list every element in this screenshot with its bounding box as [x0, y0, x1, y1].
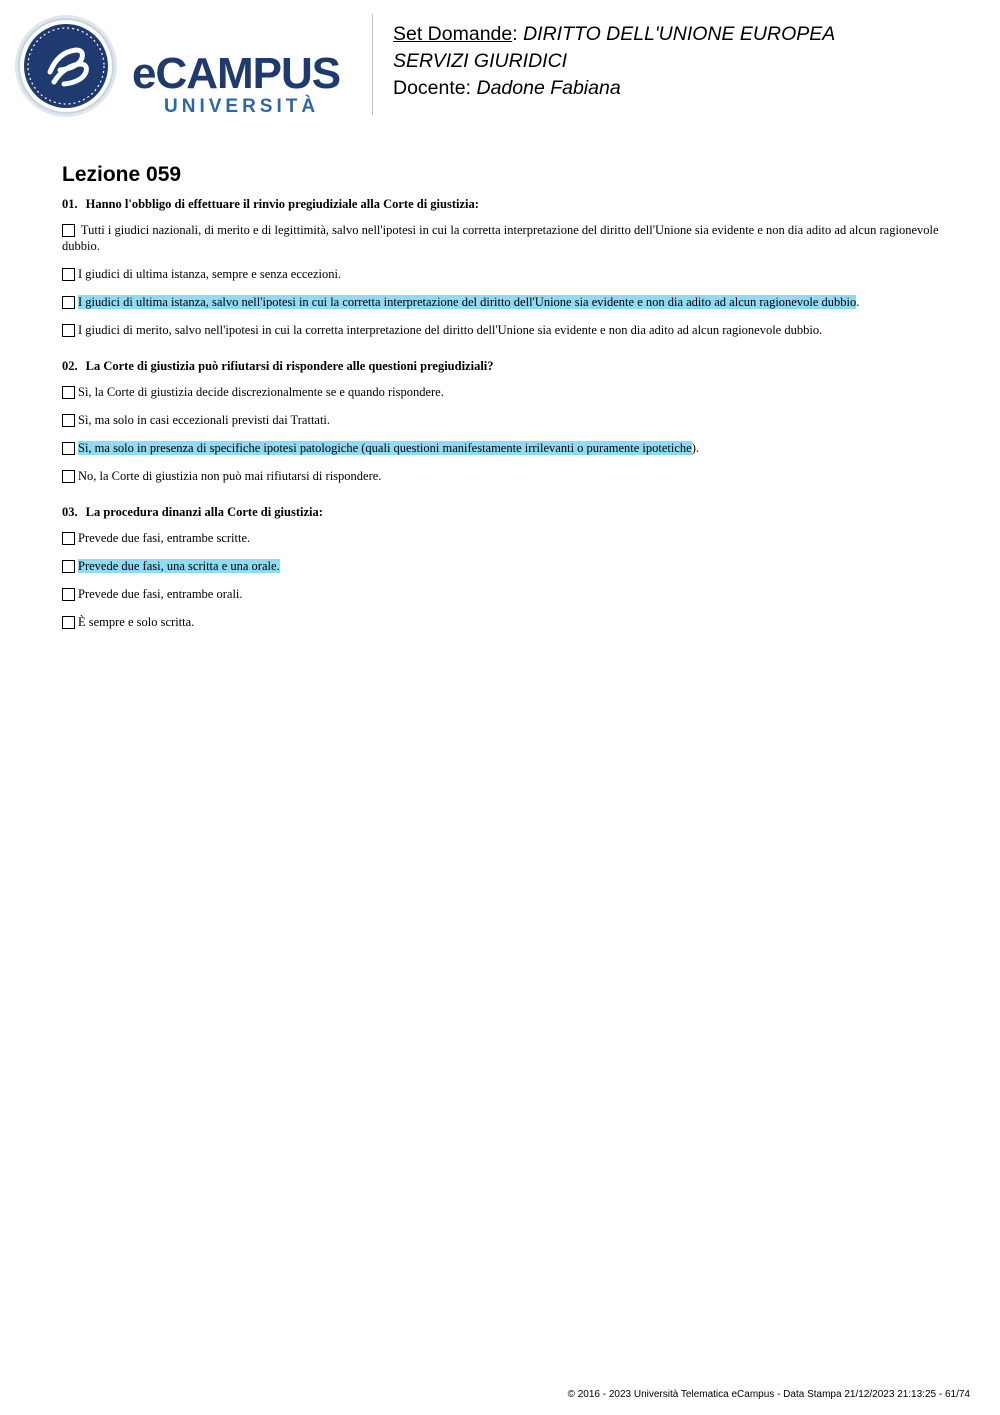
answer-checkbox[interactable]: [62, 442, 75, 455]
answer-option-correct: [62, 558, 942, 574]
ecampus-logo: [14, 14, 359, 118]
answer-text: I giudici di merito, salvo nell'ipotesi in cui la corretta interpretazione del diritto dell'Unione sia evidente e non dia adito ad alcun ragionevole dubbio.: [78, 323, 823, 337]
answer-option: [62, 530, 942, 546]
answer-text-highlighted: Sì, ma solo in presenza di specifiche ipotesi patologiche (quali questioni manifestamente irrilevanti o puramente ipotetiche: [78, 441, 692, 455]
question-text: 02. La Corte di giustizia può rifiutarsi di rispondere alle questioni pregiudiziali?: [62, 359, 494, 373]
answer-checkbox[interactable]: [62, 616, 75, 629]
answer-checkbox[interactable]: [62, 414, 75, 427]
page-footer: © 2016 - 2023 Università Telematica eCampus - Data Stampa 21/12/2023 21:13:25 - 61/74: [567, 1389, 970, 1400]
header-divider: [372, 14, 373, 115]
answer-option: [62, 586, 942, 602]
answer-text: No, la Corte di giustizia non può mai rifiutarsi di rispondere.: [78, 469, 382, 483]
answer-text-tail: ).: [691, 441, 699, 455]
answer-option: [62, 222, 942, 254]
answer-option: [62, 412, 942, 428]
course-line-2: [393, 48, 835, 75]
answer-text: È sempre e solo scritta.: [78, 615, 195, 629]
teacher-name: Dadone Fabiana: [476, 77, 621, 99]
answer-text: Prevede due fasi, entrambe scritte.: [78, 531, 251, 545]
course-subtitle: SERVIZI GIURIDICI: [393, 50, 568, 72]
answer-option: [62, 322, 942, 338]
answer-option: [62, 468, 942, 484]
course-line-1: Set Domande: DIRITTO DELL'UNIONE EUROPEA: [393, 23, 836, 45]
answer-text: Tutti i giudici nazionali, di merito e di legittimità, salvo nell'ipotesi in cui la corretta interpretazione del diritto dell'Unione sia evidente e non dia adito ad alcun ragionevole dubbio.: [62, 223, 939, 253]
answer-checkbox[interactable]: [62, 386, 75, 399]
header-info: [393, 21, 835, 102]
answer-option: [62, 614, 942, 630]
answer-option: [62, 266, 942, 282]
answer-checkbox[interactable]: [62, 224, 75, 237]
question-3: [62, 504, 942, 630]
answer-text-highlighted: Prevede due fasi, una scritta e una orale.: [78, 559, 280, 573]
question-2: [62, 358, 942, 484]
answer-text: I giudici di ultima istanza, sempre e senza eccezioni.: [78, 267, 342, 281]
answer-checkbox[interactable]: [62, 588, 75, 601]
ecampus-seal-icon: [14, 14, 118, 118]
question-text: 01. Hanno l'obbligo di effettuare il rinvio pregiudiziale alla Corte di giustizia:: [62, 197, 479, 211]
answer-text: Prevede due fasi, entrambe orali.: [78, 587, 243, 601]
answer-text-highlighted: I giudici di ultima istanza, salvo nell'ipotesi in cui la corretta interpretazione del diritto dell'Unione sia evidente e non dia adito ad alcun ragionevole dubbio: [78, 295, 857, 309]
answer-checkbox[interactable]: [62, 532, 75, 545]
answer-checkbox[interactable]: [62, 268, 75, 281]
brand-subtitle: UNIVERSITÀ: [164, 96, 320, 117]
answer-text-tail: .: [856, 295, 860, 309]
teacher-line: [393, 75, 835, 102]
answer-option-correct: [62, 294, 942, 310]
answer-option-correct: [62, 440, 942, 456]
answer-option: [62, 384, 942, 400]
questions-list: [62, 196, 942, 650]
answer-checkbox[interactable]: [62, 470, 75, 483]
answer-text: Sì, la Corte di giustizia decide discrezionalmente se e quando rispondere.: [78, 385, 444, 399]
brand-wordmark: eCAMPUS: [132, 49, 341, 98]
lesson-title: Lezione 059: [62, 163, 182, 186]
answer-checkbox[interactable]: [62, 296, 75, 309]
answer-text: Sì, ma solo in casi eccezionali previsti dai Trattati.: [78, 413, 331, 427]
question-text: 03. La procedura dinanzi alla Corte di giustizia:: [62, 505, 323, 519]
teacher-label: Docente:: [393, 77, 472, 99]
answer-checkbox[interactable]: [62, 560, 75, 573]
course-title: DIRITTO DELL'UNIONE EUROPEA: [523, 23, 836, 45]
page-header: [0, 0, 1000, 130]
question-1: [62, 196, 942, 338]
answer-checkbox[interactable]: [62, 324, 75, 337]
set-label: Set Domande: [393, 23, 513, 45]
